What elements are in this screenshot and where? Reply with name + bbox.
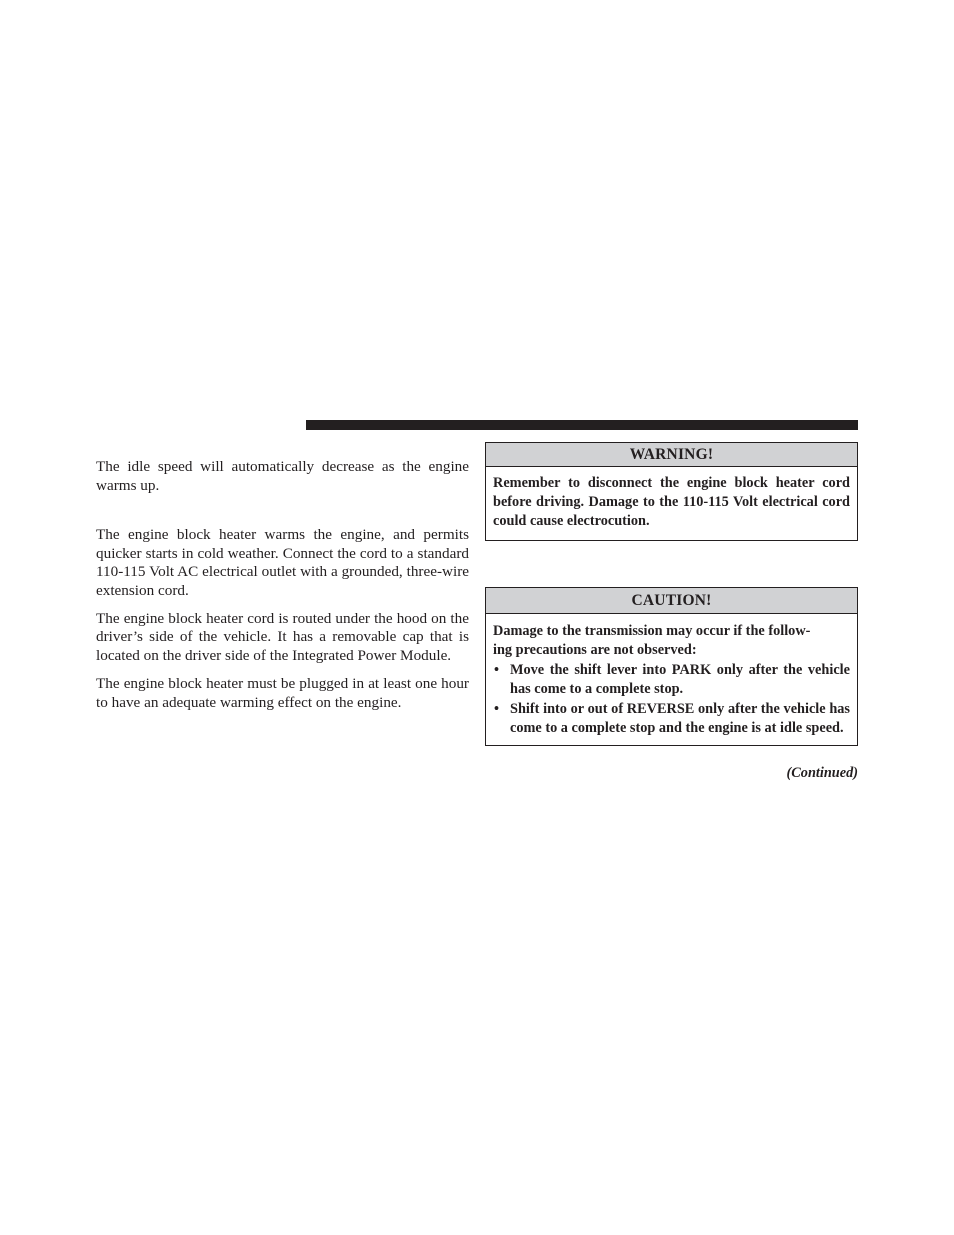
continued-note: (Continued)	[786, 765, 858, 781]
list-item	[493, 661, 850, 699]
list-item	[493, 700, 850, 738]
caution-list	[493, 661, 850, 738]
caution-body	[486, 614, 857, 745]
body-text-column	[96, 458, 469, 713]
block-heater-duration-paragraph: The engine block heater must be plugged in at least one hour to have an adequate warming effect on the engine.	[96, 675, 469, 711]
block-heater-cord-paragraph: The engine block heater cord is routed under the hood on the driver’s side of the vehicle. It has a removable cap that is located on the driver side of the Integrated Power Module.	[96, 609, 469, 664]
caution-intro-line-2: ing precautions are not observed:	[493, 641, 697, 658]
block-heater-intro-paragraph: The engine block heater warms the engine, and permits quicker starts in cold weather. Connect the cord to a standard 110-115 Volt AC electrical outlet with a grounded, three-wire extension cord.	[96, 526, 469, 599]
caution-item-text: Shift into or out of REVERSE only after the vehicle has come to a complete stop and the engine is at idle speed.	[510, 700, 850, 736]
caution-intro	[493, 622, 850, 660]
bullet-icon: •	[494, 661, 500, 678]
idle-speed-paragraph: The idle speed will automatically decrease as the engine warms up.	[96, 458, 469, 494]
caution-intro-line-1: Damage to the transmission may occur if the follow-	[493, 623, 811, 639]
bullet-icon: •	[494, 700, 500, 717]
warning-title: WARNING!	[486, 443, 857, 467]
section-header-rule	[306, 420, 858, 430]
warning-text: Remember to disconnect the engine block heater cord before driving. Damage to the 110-115 Volt electrical cord could cause electrocution.	[493, 475, 850, 529]
caution-box	[485, 587, 858, 746]
warning-box	[485, 442, 858, 541]
caution-item-text: Move the shift lever into PARK only after the vehicle has come to a complete stop.	[510, 661, 850, 697]
caution-title: CAUTION!	[486, 588, 857, 614]
